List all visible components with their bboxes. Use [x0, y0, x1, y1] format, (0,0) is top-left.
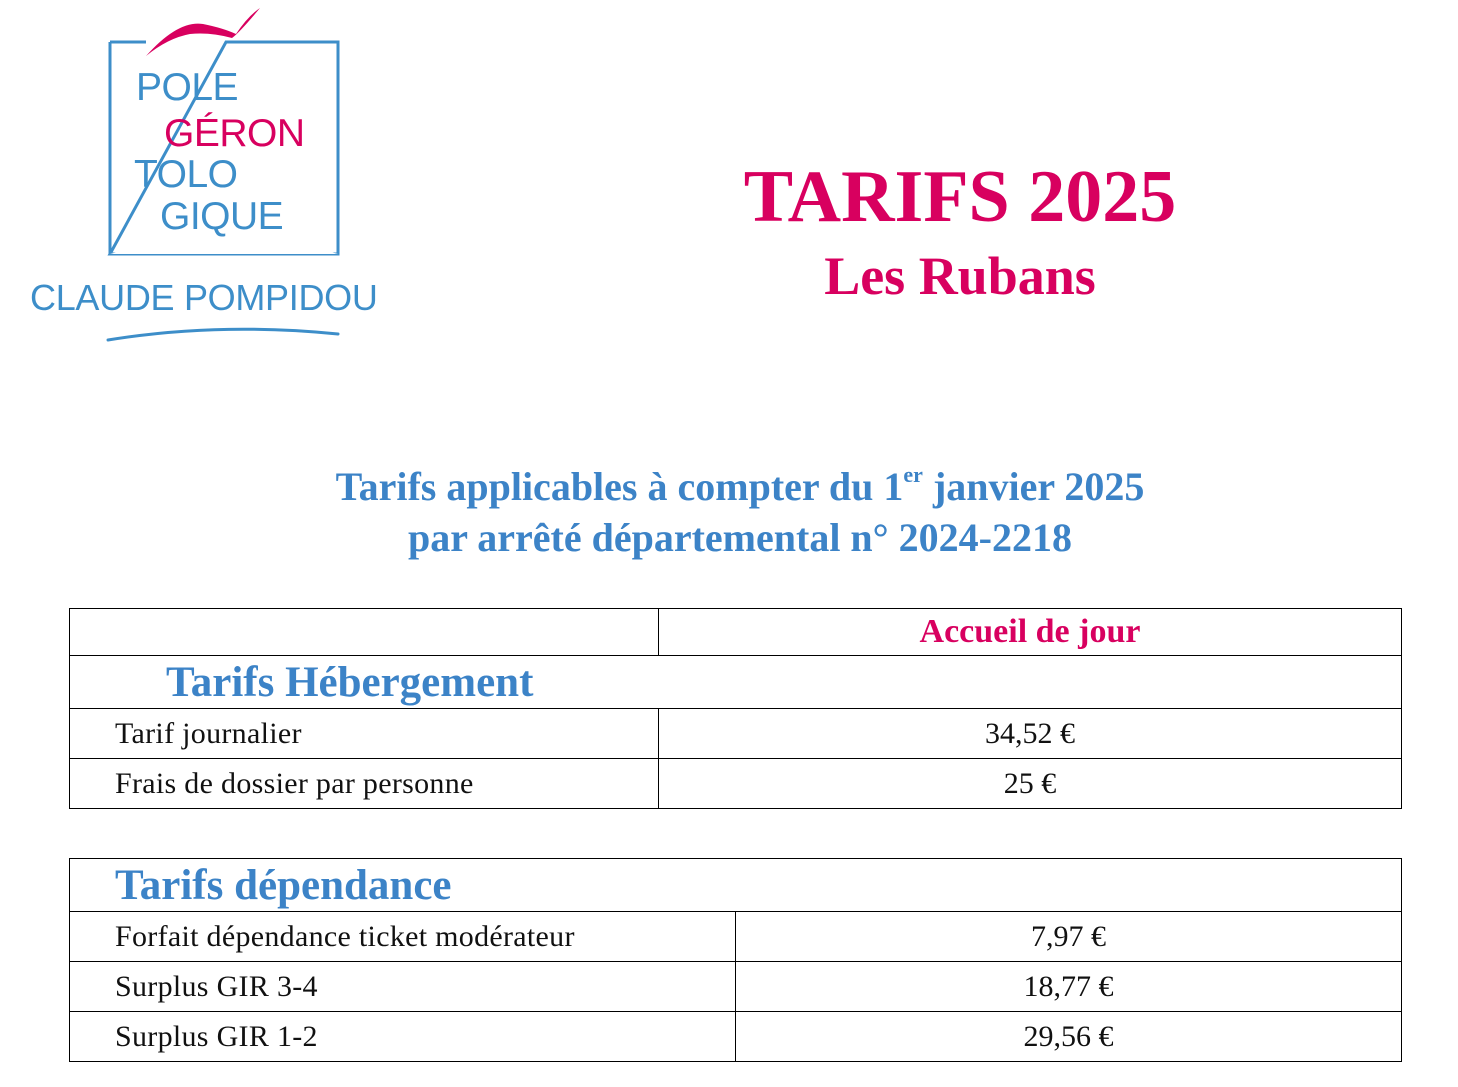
row-value: 29,56 € [736, 1012, 1402, 1062]
section-title-hebergement: Tarifs Hébergement [70, 656, 1402, 709]
page-title: TARIFS 2025 [743, 156, 1177, 238]
logo-line-1: POLE [136, 66, 239, 109]
table-dependance [69, 858, 1402, 1062]
section-row [70, 656, 1402, 709]
row-value: 18,77 € [736, 962, 1402, 1012]
table-row [70, 759, 1402, 809]
ordinal-superscript: er [903, 462, 923, 487]
table-row [70, 962, 1402, 1012]
applicability-line [200, 462, 1280, 512]
logo-line-4: GIQUE [160, 195, 284, 238]
page-subtitle: Les Rubans [824, 246, 1096, 306]
decree-line: par arrêté départemental n° 2024-2218 [407, 515, 1072, 560]
row-value: 34,52 € [659, 709, 1402, 759]
column-header-accueil-de-jour: Accueil de jour [659, 609, 1402, 656]
logo-pole-gerontologique [28, 4, 420, 349]
table-header-row [70, 609, 1402, 656]
logo-line-3: TOLO [134, 153, 238, 196]
header-empty-cell [70, 609, 659, 656]
section-title-dependance: Tarifs dépendance [70, 859, 1402, 912]
table-hebergement [69, 608, 1402, 809]
row-value: 7,97 € [736, 912, 1402, 962]
row-label: Tarif journalier [70, 709, 659, 759]
applicability-text-start: Tarifs applicables à compter du 1 [335, 464, 904, 509]
row-label: Forfait dépendance ticket modérateur [70, 912, 736, 962]
logo-bottom-text: CLAUDE POMPIDOU [30, 277, 378, 318]
row-label: Frais de dossier par personne [70, 759, 659, 809]
row-label: Surplus GIR 1-2 [70, 1012, 736, 1062]
row-value: 25 € [659, 759, 1402, 809]
table-row [70, 709, 1402, 759]
table-row [70, 912, 1402, 962]
applicability-text-end: janvier 2025 [922, 464, 1145, 509]
logo-line-2: GÉRON [164, 112, 305, 155]
row-label: Surplus GIR 3-4 [70, 962, 736, 1012]
section-row [70, 859, 1402, 912]
table-row [70, 1012, 1402, 1062]
